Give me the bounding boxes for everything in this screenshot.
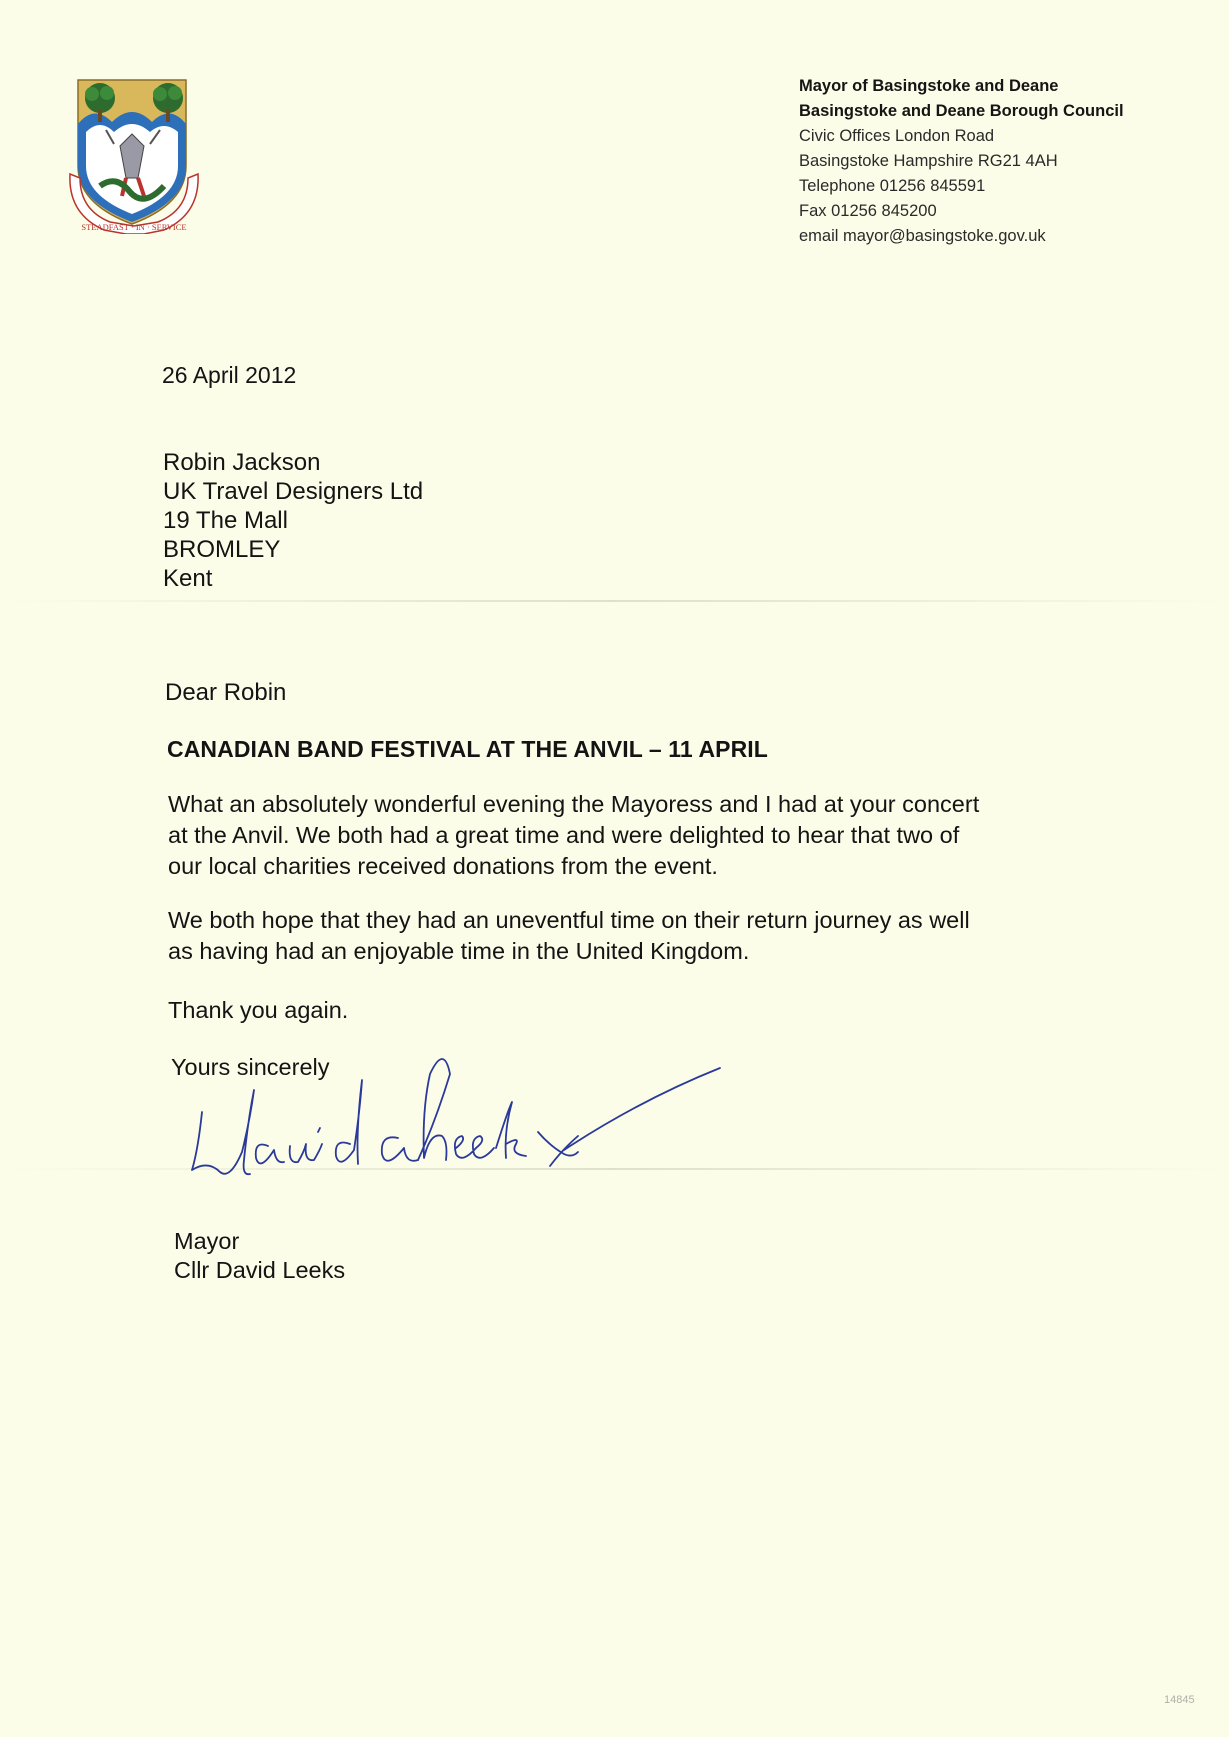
closing: Yours sincerely xyxy=(171,1054,330,1080)
letterhead-council: Basingstoke and Deane Borough Council xyxy=(799,102,1124,120)
body-line: Thank you again. xyxy=(168,997,349,1023)
salutation: Dear Robin xyxy=(165,679,287,706)
letterhead-office: Mayor of Basingstoke and Deane xyxy=(799,77,1059,95)
body-line: as having had an enjoyable time in the United Kingdom. xyxy=(168,938,750,964)
signatory-title: Mayor xyxy=(174,1228,240,1254)
recipient-name: Robin Jackson xyxy=(163,449,321,476)
letterhead-email: email mayor@basingstoke.gov.uk xyxy=(799,227,1046,245)
body-line: at the Anvil. We both had a great time and were delighted to hear that two of xyxy=(168,822,960,848)
recipient-company: UK Travel Designers Ltd xyxy=(163,478,424,505)
recipient-town: BROMLEY xyxy=(163,536,281,563)
body-line: We both hope that they had an uneventful time on their return journey as well xyxy=(168,907,970,933)
paper-fold-line xyxy=(0,600,1229,602)
letterhead-address-2: Basingstoke Hampshire RG21 4AH xyxy=(799,152,1058,170)
signatory-name: Cllr David Leeks xyxy=(174,1257,346,1283)
body-line: our local charities received donations from the event. xyxy=(168,853,718,879)
body-paragraph xyxy=(168,905,1068,967)
body-paragraph xyxy=(168,995,1068,1026)
svg-text:STEADFAST · IN · SERVICE: STEADFAST · IN · SERVICE xyxy=(81,222,187,232)
recipient-county: Kent xyxy=(163,565,213,592)
signatory-block xyxy=(174,1227,345,1285)
letterhead-fax: Fax 01256 845200 xyxy=(799,202,937,220)
letterhead-telephone: Telephone 01256 845591 xyxy=(799,177,986,195)
letterhead xyxy=(799,74,1124,249)
reference-number: 14845 xyxy=(1164,1694,1195,1706)
signature-icon xyxy=(190,1040,730,1200)
letterhead-address-1: Civic Offices London Road xyxy=(799,127,995,145)
recipient-street: 19 The Mall xyxy=(163,507,288,534)
body-line: What an absolutely wonderful evening the Mayoress and I had at your concert xyxy=(168,791,980,817)
body-paragraph xyxy=(168,789,1068,882)
recipient-address xyxy=(163,448,423,593)
subject-line: CANADIAN BAND FESTIVAL AT THE ANVIL – 11 APRIL xyxy=(167,736,768,762)
borough-crest-icon xyxy=(64,74,204,234)
letter-date: 26 April 2012 xyxy=(162,362,297,388)
